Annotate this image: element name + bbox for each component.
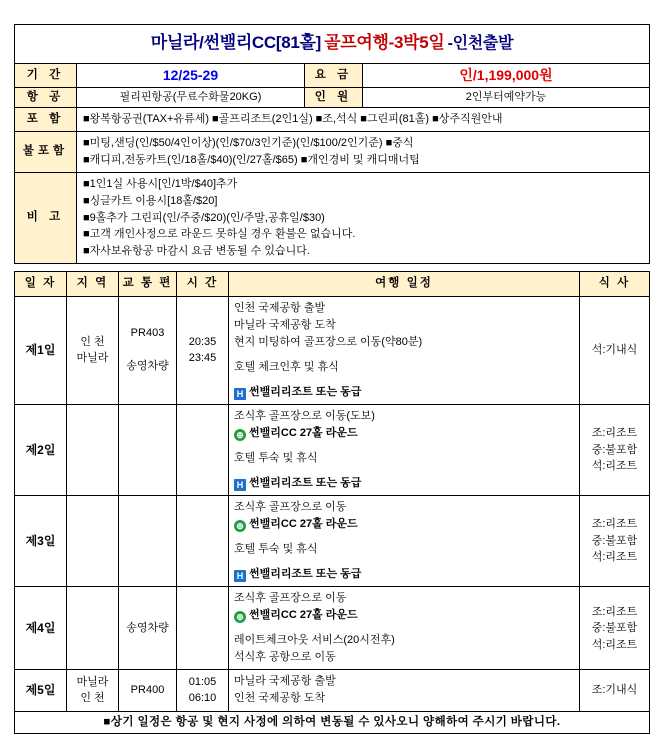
schedule-line [234, 673, 574, 690]
period-dates: 12/25-29 [162, 66, 219, 83]
transport-label: 송영차량 [119, 587, 177, 670]
schedule-line [234, 408, 574, 425]
period-value [77, 63, 305, 87]
transport-label [119, 404, 177, 495]
col-time: 시 간 [177, 272, 229, 297]
schedule-line [234, 632, 574, 649]
region-label [67, 587, 119, 670]
schedule-line [234, 566, 574, 583]
schedule-spacer [234, 376, 574, 384]
remark-line: ■9홀추가 그린피(인/주중/$20)(인/주말,공휴일/$30) [83, 211, 325, 224]
price-label: 요 금 [305, 63, 363, 87]
itinerary-table [14, 271, 650, 734]
airline-row [15, 87, 650, 108]
schedule-line [234, 384, 574, 401]
tour-info-table [14, 24, 650, 264]
exclude-line: ■미팅,샌딩(인/$50/4인이상)(인/$70/3인기준)(인/$100/2인기준) ■중식 [83, 137, 414, 150]
title-main: 마닐라/썬밸리CC[81홀] [150, 33, 322, 52]
schedule-text: 호텔 투숙 및 휴식 [234, 451, 318, 464]
schedule-line [234, 317, 574, 334]
day-label: 제2일 [15, 404, 67, 495]
schedule-text: 마닐라 국제공항 도착 [234, 318, 336, 331]
col-region: 지 역 [67, 272, 119, 297]
schedule-spacer [234, 351, 574, 359]
region-label [67, 496, 119, 587]
itinerary-header-row [15, 272, 650, 297]
schedule-text: 썬밸리CC 27홀 라운드 [249, 609, 358, 622]
table-row [15, 670, 650, 711]
schedule-text: 호텔 체크인후 및 휴식 [234, 360, 339, 373]
include-row [15, 108, 650, 132]
table-row [15, 404, 650, 495]
title-tail: -인천출발 [447, 35, 514, 52]
schedule-line [234, 450, 574, 467]
exclude-row [15, 132, 650, 173]
schedule-text: 인천 국제공항 출발 [234, 301, 326, 314]
remark-label: 비 고 [15, 172, 77, 263]
table-row [15, 496, 650, 587]
meals-label: 조:리조트 중:불포함 석:리조트 [580, 404, 650, 495]
airline-value: 필리핀항공(무료수화물20KG) [77, 87, 305, 108]
time-label: 20:35 23:45 [177, 296, 229, 404]
schedule-text: 마닐라 국제공항 출발 [234, 675, 336, 688]
include-list [77, 108, 650, 132]
schedule-line [234, 359, 574, 376]
meals-label: 석:기내식 [580, 296, 650, 404]
schedule-spacer [234, 442, 574, 450]
remark-list [77, 172, 650, 263]
schedule-spacer [234, 467, 574, 475]
col-transport: 교 통 편 [119, 272, 177, 297]
include-label: 포 함 [15, 108, 77, 132]
schedule-cell [229, 296, 580, 404]
hotel-icon: H [234, 388, 246, 400]
schedule-line [234, 425, 574, 442]
schedule-line [234, 334, 574, 351]
exclude-line: ■캐디피,전동카트(인/18홀/$40)(인/27홀/$65) ■개인경비 및 캐디매너팁 [83, 154, 420, 167]
schedule-spacer [234, 558, 574, 566]
golf-icon: ⊕ [234, 520, 246, 532]
remark-row [15, 172, 650, 263]
day-label: 제1일 [15, 296, 67, 404]
time-label: 01:05 06:10 [177, 670, 229, 711]
schedule-line [234, 690, 574, 707]
transport-label [119, 496, 177, 587]
period-label: 기 간 [15, 63, 77, 87]
schedule-text: 썬밸리리조트 또는 동급 [249, 385, 362, 398]
period-row [15, 63, 650, 87]
schedule-cell [229, 587, 580, 670]
schedule-spacer [234, 533, 574, 541]
title-row [15, 25, 650, 64]
schedule-line [234, 300, 574, 317]
time-label [177, 404, 229, 495]
exclude-list [77, 132, 650, 173]
day-label: 제3일 [15, 496, 67, 587]
schedule-text: 썬밸리CC 27홀 라운드 [249, 426, 358, 439]
schedule-line [234, 516, 574, 533]
price-value [363, 63, 650, 87]
schedule-text: 썬밸리리조트 또는 동급 [249, 476, 362, 489]
remark-line: ■1인1실 사용시[인/1박/$40]추가 [83, 177, 238, 190]
schedule-line [234, 475, 574, 492]
schedule-line [234, 607, 574, 624]
schedule-line [234, 590, 574, 607]
schedule-spacer [234, 624, 574, 632]
table-row [15, 296, 650, 404]
meals-label: 조:기내식 [580, 670, 650, 711]
transport-label: PR400 [119, 670, 177, 711]
hotel-icon: H [234, 479, 246, 491]
schedule-text: 조식후 골프장으로 이동 [234, 592, 347, 605]
transport-label: PR403 송영차량 [119, 296, 177, 404]
region-label [67, 404, 119, 495]
schedule-text: 조식후 골프장으로 이동 [234, 501, 347, 514]
itinerary-body [15, 296, 650, 711]
schedule-text: 인천 국제공항 도착 [234, 692, 326, 705]
schedule-line [234, 541, 574, 558]
exclude-label: 불포함 [15, 132, 77, 173]
region-label: 인 천 마닐라 [67, 296, 119, 404]
time-label [177, 496, 229, 587]
col-meals: 식 사 [580, 272, 650, 297]
schedule-line [234, 649, 574, 666]
price-amount: 인/1,199,000원 [459, 66, 553, 83]
title-sub: 골프여행-3박5일 [324, 33, 445, 52]
time-label [177, 587, 229, 670]
itinerary-footer-row [15, 711, 650, 734]
schedule-cell [229, 496, 580, 587]
col-schedule: 여행 일정 [229, 272, 580, 297]
golf-icon: ⊕ [234, 429, 246, 441]
schedule-text: 썬밸리CC 27홀 라운드 [249, 518, 358, 531]
schedule-text: 조식후 골프장으로 이동(도보) [234, 409, 375, 422]
schedule-text: 현지 미팅하여 골프장으로 이동(약80분) [234, 335, 423, 348]
remark-line: ■고객 개인사정으로 라운드 못하실 경우 환불은 없습니다. [83, 228, 356, 241]
people-value: 2인부터예약가능 [363, 87, 650, 108]
schedule-text: 썬밸리리조트 또는 동급 [249, 568, 362, 581]
meals-label: 조:리조트 중:불포함 석:리조트 [580, 496, 650, 587]
region-label: 마닐라 인 천 [67, 670, 119, 711]
hotel-icon: H [234, 570, 246, 582]
airline-label: 항 공 [15, 87, 77, 108]
footer-note: ■상기 일정은 항공 및 현지 사정에 의하여 변동될 수 있사오니 양해하여 주시기 바랍니다. [15, 711, 650, 734]
remark-line: ■싱글카트 이용시[18홀/$20] [83, 194, 218, 207]
include-line: ■왕복항공권(TAX+유류세) ■골프리조트(2인1실) ■조,석식 ■그린피(81홀) ■상주직원안내 [83, 113, 503, 126]
schedule-text: 석식후 공항으로 이동 [234, 651, 336, 664]
people-label: 인 원 [305, 87, 363, 108]
schedule-text: 호텔 투숙 및 휴식 [234, 543, 318, 556]
col-day: 일 자 [15, 272, 67, 297]
meals-label: 조:리조트 중:불포함 석:리조트 [580, 587, 650, 670]
golf-icon: ⊕ [234, 611, 246, 623]
day-label: 제4일 [15, 587, 67, 670]
schedule-cell [229, 404, 580, 495]
schedule-cell [229, 670, 580, 711]
schedule-text: 레이트체크아웃 서비스(20시전후) [234, 634, 395, 647]
document-title [15, 25, 650, 64]
table-row [15, 587, 650, 670]
schedule-line [234, 499, 574, 516]
day-label: 제5일 [15, 670, 67, 711]
remark-line: ■자사보유항공 마감시 요금 변동될 수 있습니다. [83, 245, 310, 258]
